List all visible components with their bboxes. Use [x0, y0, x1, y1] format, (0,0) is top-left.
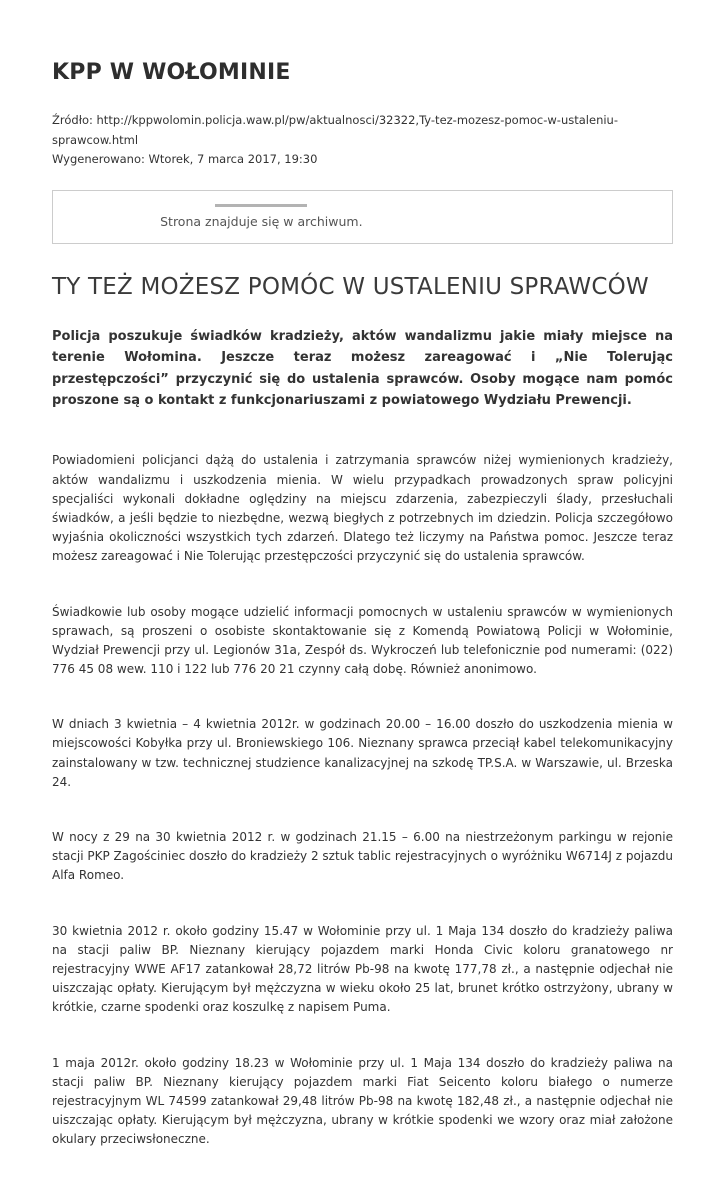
archive-notice-inner — [65, 204, 458, 229]
archive-notice-text: Strona znajduje się w archiwum. — [160, 213, 363, 229]
article-lead: Policja poszukuje świadków kradzieży, aktów wandalizmu jakie miały miejsce na terenie Wołomina. Jeszcze teraz możesz zareagować i „Nie Tolerując przestępczości” przyczynić się do ustalenia sprawców. Osoby mogące nam pomóc proszone są o kontakt z funkcjonariuszami z powiatowego Wydziału Prewencji. — [52, 328, 673, 408]
article-paragraph: W dniach 3 kwietnia – 4 kwietnia 2012r. w godzinach 20.00 – 16.00 doszło do uszkodzenia mienia w miejscowości Kobyłka przy ul. Broniewskiego 106. Nieznany sprawca przeciął kabel telekomunikacyjny zainstalowany w tzw. technicznej studzience kanalizacyjnej na szkodę TP.S.A. w Warszawie, ul. Brzeska 24. — [52, 717, 673, 789]
archive-divider — [215, 204, 307, 207]
article-paragraph: Świadkowie lub osoby mogące udzielić informacji pomocnych w ustaleniu sprawców w wymienionych sprawach, są proszeni o osobiste skontaktowanie się z Komendą Powiatową Policji w Wołominie, Wydział Prewencji przy ul. Legionów 31a, Zespół ds. Wykroczeń lub telefonicznie pod numerami: (022) 776 45 08 wew. 110 i 122 lub 776 20 21 czynny całą dobę. Również anonimowo. — [52, 604, 673, 677]
article-paragraph: 1 maja 2012r. około godziny 18.23 w Wołominie przy ul. 1 Maja 134 doszło do kradzieży paliwa na stacji paliw BP. Nieznany kierujący pojazdem marki Fiat Seicento koloru białego o numerze rejestracyjnym WL 74599 zatankował 29,48 litrów Pb-98 na kwotę 182,48 zł., a następnie odjechał nie uiszczając opłaty. Kierującym był mężczyzna, ubrany w krótkie spodenki we wzory oraz miał założone okulary przeciwsłoneczne. — [52, 1055, 673, 1147]
generated-line: Wygenerowano: Wtorek, 7 marca 2017, 19:30 — [52, 152, 318, 167]
article-paragraph: W nocy z 29 na 30 kwietnia 2012 r. w godzinach 21.15 – 6.00 na niestrzeżonym parkingu w rejonie stacji PKP Zagościniec doszło do kradzieży 2 sztuk tablic rejestracyjnych o wyróżniku W6714J z pojazdu Alfa Romeo. — [52, 830, 673, 883]
page-title: KPP W WOŁOMINIE — [52, 60, 291, 85]
article-paragraph: 30 kwietnia 2012 r. około godziny 15.47 w Wołominie przy ul. 1 Maja 134 doszło do kradzieży paliwa na stacji paliw BP. Nieznany kierujący pojazdem marki Honda Civic koloru granatowego nr rejestracyjny WWE AF17 zatankował 28,72 litrów Pb-98 na kwotę 177,78 zł., a następnie odjechał nie uiszczając opłaty. Kierującym był mężczyzna w wieku około 25 lat, brunet krótko ostrzyżony, ubrany w krótkie, czarne spodenki oraz koszulkę z napisem Puma. — [52, 923, 673, 1015]
article-paragraph: Powiadomieni policjanci dążą do ustalenia i zatrzymania sprawców niżej wymienionych kradzieży, aktów wandalizmu i uszkodzenia mienia. W wielu przypadkach prowadzonych spraw policyjni specjaliści wykonali dokładne oględziny na miejscu zdarzenia, zabezpieczyli ślady, przesłuchali świadków, a jeśli będzie to niezbędne, wezwą biegłych z potrzebnych im dziedzin. Policja szczegółowo wyjaśnia okoliczności wszystkich tych zdarzeń. Dlatego też liczymy na Państwa pomoc. Jeszcze teraz możesz zareagować i Nie Tolerując przestępczości przyczynić się do ustalenia sprawców. — [52, 453, 673, 564]
archive-notice-box — [52, 190, 673, 244]
source-line: Źródło: http://kppwolomin.policja.waw.pl/pw/aktualnosci/32322,Ty-tez-mozesz-pomoc-w-ustaleniu-sprawcow.html — [52, 113, 618, 147]
document-meta — [52, 111, 673, 170]
article-heading: TY TEŻ MOŻESZ POMÓC W USTALENIU SPRAWCÓW — [52, 273, 649, 300]
